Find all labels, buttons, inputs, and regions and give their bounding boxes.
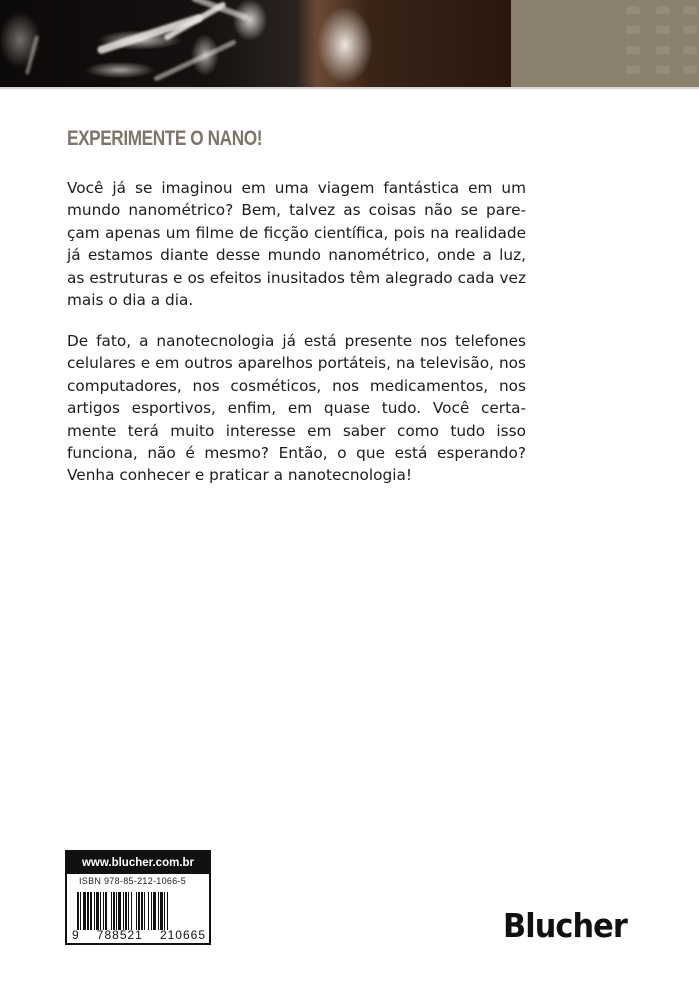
body-paragraph-2: De fato, a nanotecnologia já está presente nos telefones celulares e em outros aparelhos portáteis, na televisão, nos computadores, nos cosméticos, nos medicamentos, nos artigos esportivos, enfim, em quase tudo. Você certa-mente terá muito interesse em saber como tudo isso funciona, não é mesmo? Então, o que está esperando? Venha conhecer e praticar a nanotecnologia! bbox=[67, 332, 526, 485]
barcode-icon bbox=[77, 892, 201, 930]
header-divider bbox=[0, 87, 699, 89]
barcode-digits bbox=[72, 928, 206, 942]
barcode-digit-prefix: 9 bbox=[72, 928, 80, 942]
publisher-url: www.blucher.com.br bbox=[67, 852, 209, 874]
cover-header-image bbox=[0, 0, 699, 87]
barcode-digit-right: 210665 bbox=[159, 928, 206, 942]
isbn-label: ISBN 978-85-212-1066-5 bbox=[79, 876, 187, 887]
section-title: EXPERIMENTE O NANO! bbox=[67, 127, 263, 150]
body-paragraph-1: Você já se imaginou em uma viagem fantástica em um mundo nanométrico? Bem, talvez as coisas não se pare-çam apenas um filme de ficção científica, pois na realidade já estamos diante desse mundo nanométrico, onde a luz, as estruturas e os efeitos inusitados têm alegrado cada vez mais o dia a dia. bbox=[67, 179, 526, 310]
nano-photo bbox=[0, 0, 511, 87]
isbn-barcode-block bbox=[65, 850, 211, 945]
accent-panel bbox=[511, 0, 699, 87]
barcode-digit-left: 788521 bbox=[96, 928, 143, 942]
publisher-logo: Blucher bbox=[503, 906, 627, 945]
